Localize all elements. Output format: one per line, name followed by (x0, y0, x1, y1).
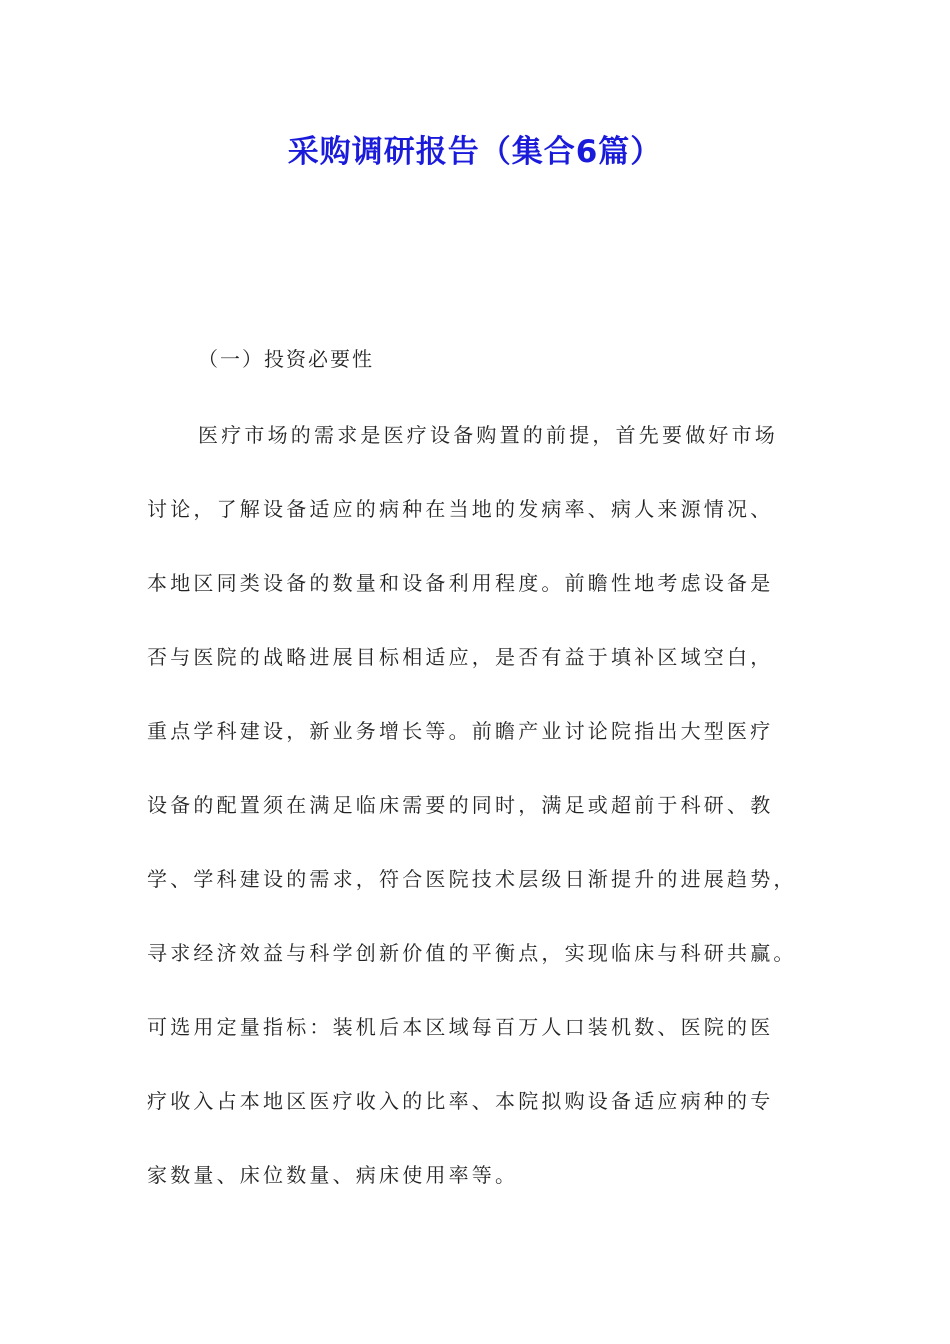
body-paragraph (147, 418, 807, 1232)
paragraph-line: 设备的配置须在满足临床需要的同时，满足或超前于科研、教 (147, 793, 774, 817)
document-title: 采购调研报告（集合6篇） (287, 134, 663, 170)
paragraph-line: 学、学科建设的需求，符合医院技术层级日渐提升的进展趋势， (147, 867, 797, 891)
paragraph-line: 重点学科建设，新业务增长等。前瞻产业讨论院指出大型医疗 (147, 719, 774, 743)
paragraph-line: 医疗市场的需求是医疗设备购置的前提，首先要做好市场 (198, 423, 778, 447)
paragraph-line: 讨论，了解设备适应的病种在当地的发病率、病人来源情况、 (147, 497, 774, 521)
paragraph-line: 可选用定量指标：装机后本区域每百万人口装机数、医院的医 (147, 1015, 774, 1039)
paragraph-line: 疗收入占本地区医疗收入的比率、本院拟购设备适应病种的专 (147, 1089, 774, 1113)
paragraph-line: 家数量、床位数量、病床使用率等。 (147, 1163, 519, 1187)
paragraph-line: 本地区同类设备的数量和设备利用程度。前瞻性地考虑设备是 (147, 571, 774, 595)
section-heading: （一）投资必要性 (198, 347, 374, 371)
paragraph-line: 寻求经济效益与科学创新价值的平衡点，实现临床与科研共赢。 (147, 941, 797, 965)
paragraph-line: 否与医院的战略进展目标相适应，是否有益于填补区域空白， (147, 645, 774, 669)
